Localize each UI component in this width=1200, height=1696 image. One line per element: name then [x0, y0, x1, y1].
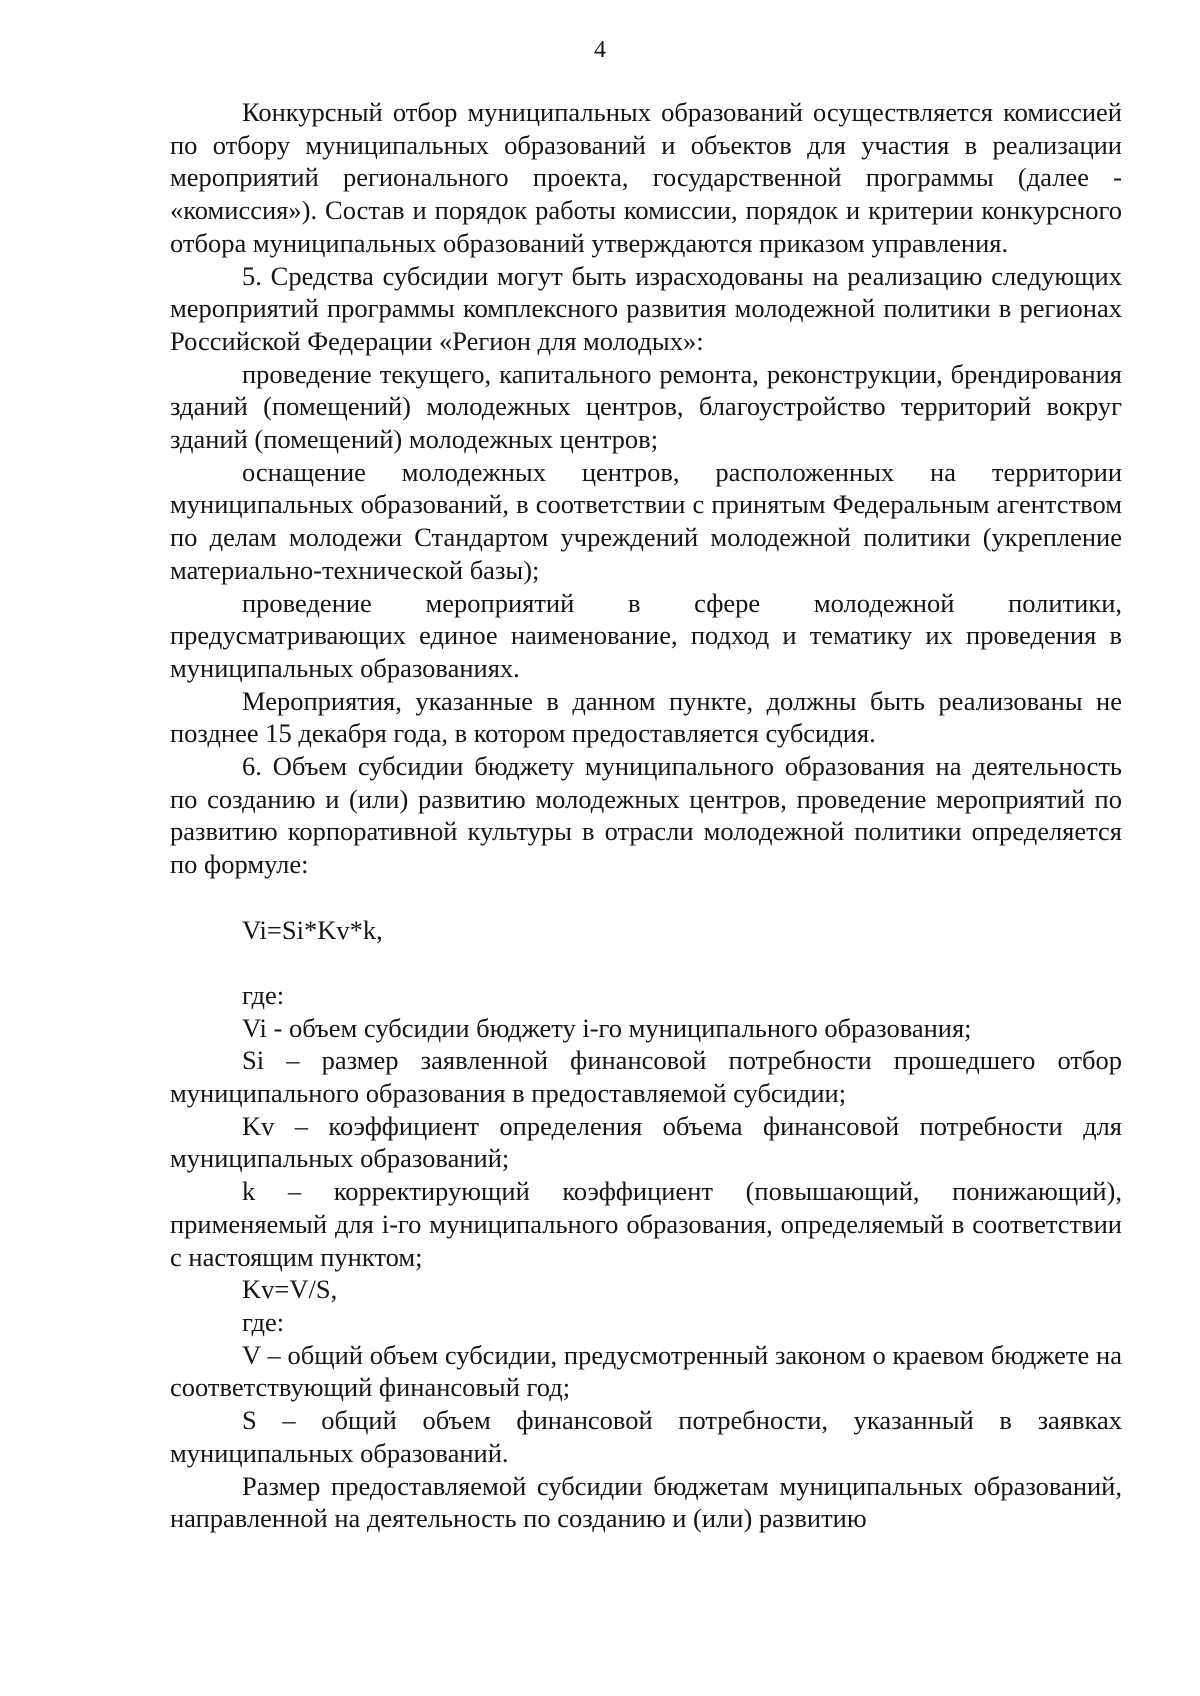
paragraph-activity-repair: проведение текущего, капитального ремонта, реконструкции, брендирования зданий (помещений) молодежных центров, благоустройство территорий вокруг зданий (помещений) молодежных центров; — [170, 358, 1122, 455]
paragraph-deadline: Мероприятия, указанные в данном пункте, должны быть реализованы не позднее 15 декабря года, в котором предоставляется субсидия. — [170, 685, 1122, 749]
where-label: где: — [242, 979, 285, 1010]
definition-s: S – общий объем финансовой потребности, указанный в заявках муниципальных образований. — [170, 1405, 1122, 1468]
definition-k: k – корректирующий коэффициент (повышающий, понижающий), применяемый для i-го муниципального образования, определяемый в соответствии с настоящим пунктом; — [170, 1176, 1122, 1272]
definition-si: Si – размер заявленной финансовой потребности прошедшего отбор муниципального образования в предоставляемой субсидии; — [170, 1045, 1122, 1109]
definition-v: V – общий объем субсидии, предусмотренный законом о краевом бюджете на соответствующий финансовый год; — [170, 1339, 1122, 1403]
page-number: 4 — [594, 37, 606, 63]
paragraph-activity-equipment: оснащение молодежных центров, расположенных на территории муниципальных образований, в соответствии с принятым Федеральным агентством по делам молодежи Стандартом учреждений молодежной политики (укрепление материально-технической базы); — [170, 456, 1122, 585]
formula-kv: Kv=V/S, — [242, 1274, 338, 1305]
document-body — [170, 96, 1122, 1535]
formula-vi: Vi=Si*Kv*k, — [242, 914, 383, 945]
where-label: где: — [242, 1306, 285, 1337]
paragraph-selection-commission: Конкурсный отбор муниципальных образований осуществляется комиссией по отбору муниципальных образований и объектов для участия в реализации мероприятий регионального проекта, государственной программы (далее - «комиссия»). Состав и порядок работы комиссии, порядок и критерии конкурсного отбора муниципальных образований утверждаются приказом управления. — [170, 97, 1122, 258]
spacer — [170, 881, 1122, 914]
paragraph-activity-events: проведение мероприятий в сфере молодежной политики, предусматривающих единое наименование, подход и тематику их проведения в муниципальных образованиях. — [170, 587, 1122, 683]
paragraph-item-5: 5. Средства субсидии могут быть израсходованы на реализацию следующих мероприятий программы комплексного развития молодежной политики в регионах Российской Федерации «Регион для молодых»: — [170, 260, 1122, 356]
paragraph-subsidy-size: Размер предоставляемой субсидии бюджетам муниципальных образований, направленной на деятельность по созданию и (или) развитию — [170, 1470, 1122, 1534]
spacer — [170, 946, 1122, 979]
definition-kv: Kv – коэффициент определения объема финансовой потребности для муниципальных образований; — [170, 1110, 1122, 1174]
definition-vi: Vi - объем субсидии бюджету i-го муниципального образования; — [242, 1012, 972, 1043]
paragraph-item-6: 6. Объем субсидии бюджету муниципального образования на деятельность по созданию и (или) развитию молодежных центров, проведение мероприятий по развитию корпоративной культуры в отрасли молодежной политики определяется по формуле: — [170, 751, 1122, 880]
